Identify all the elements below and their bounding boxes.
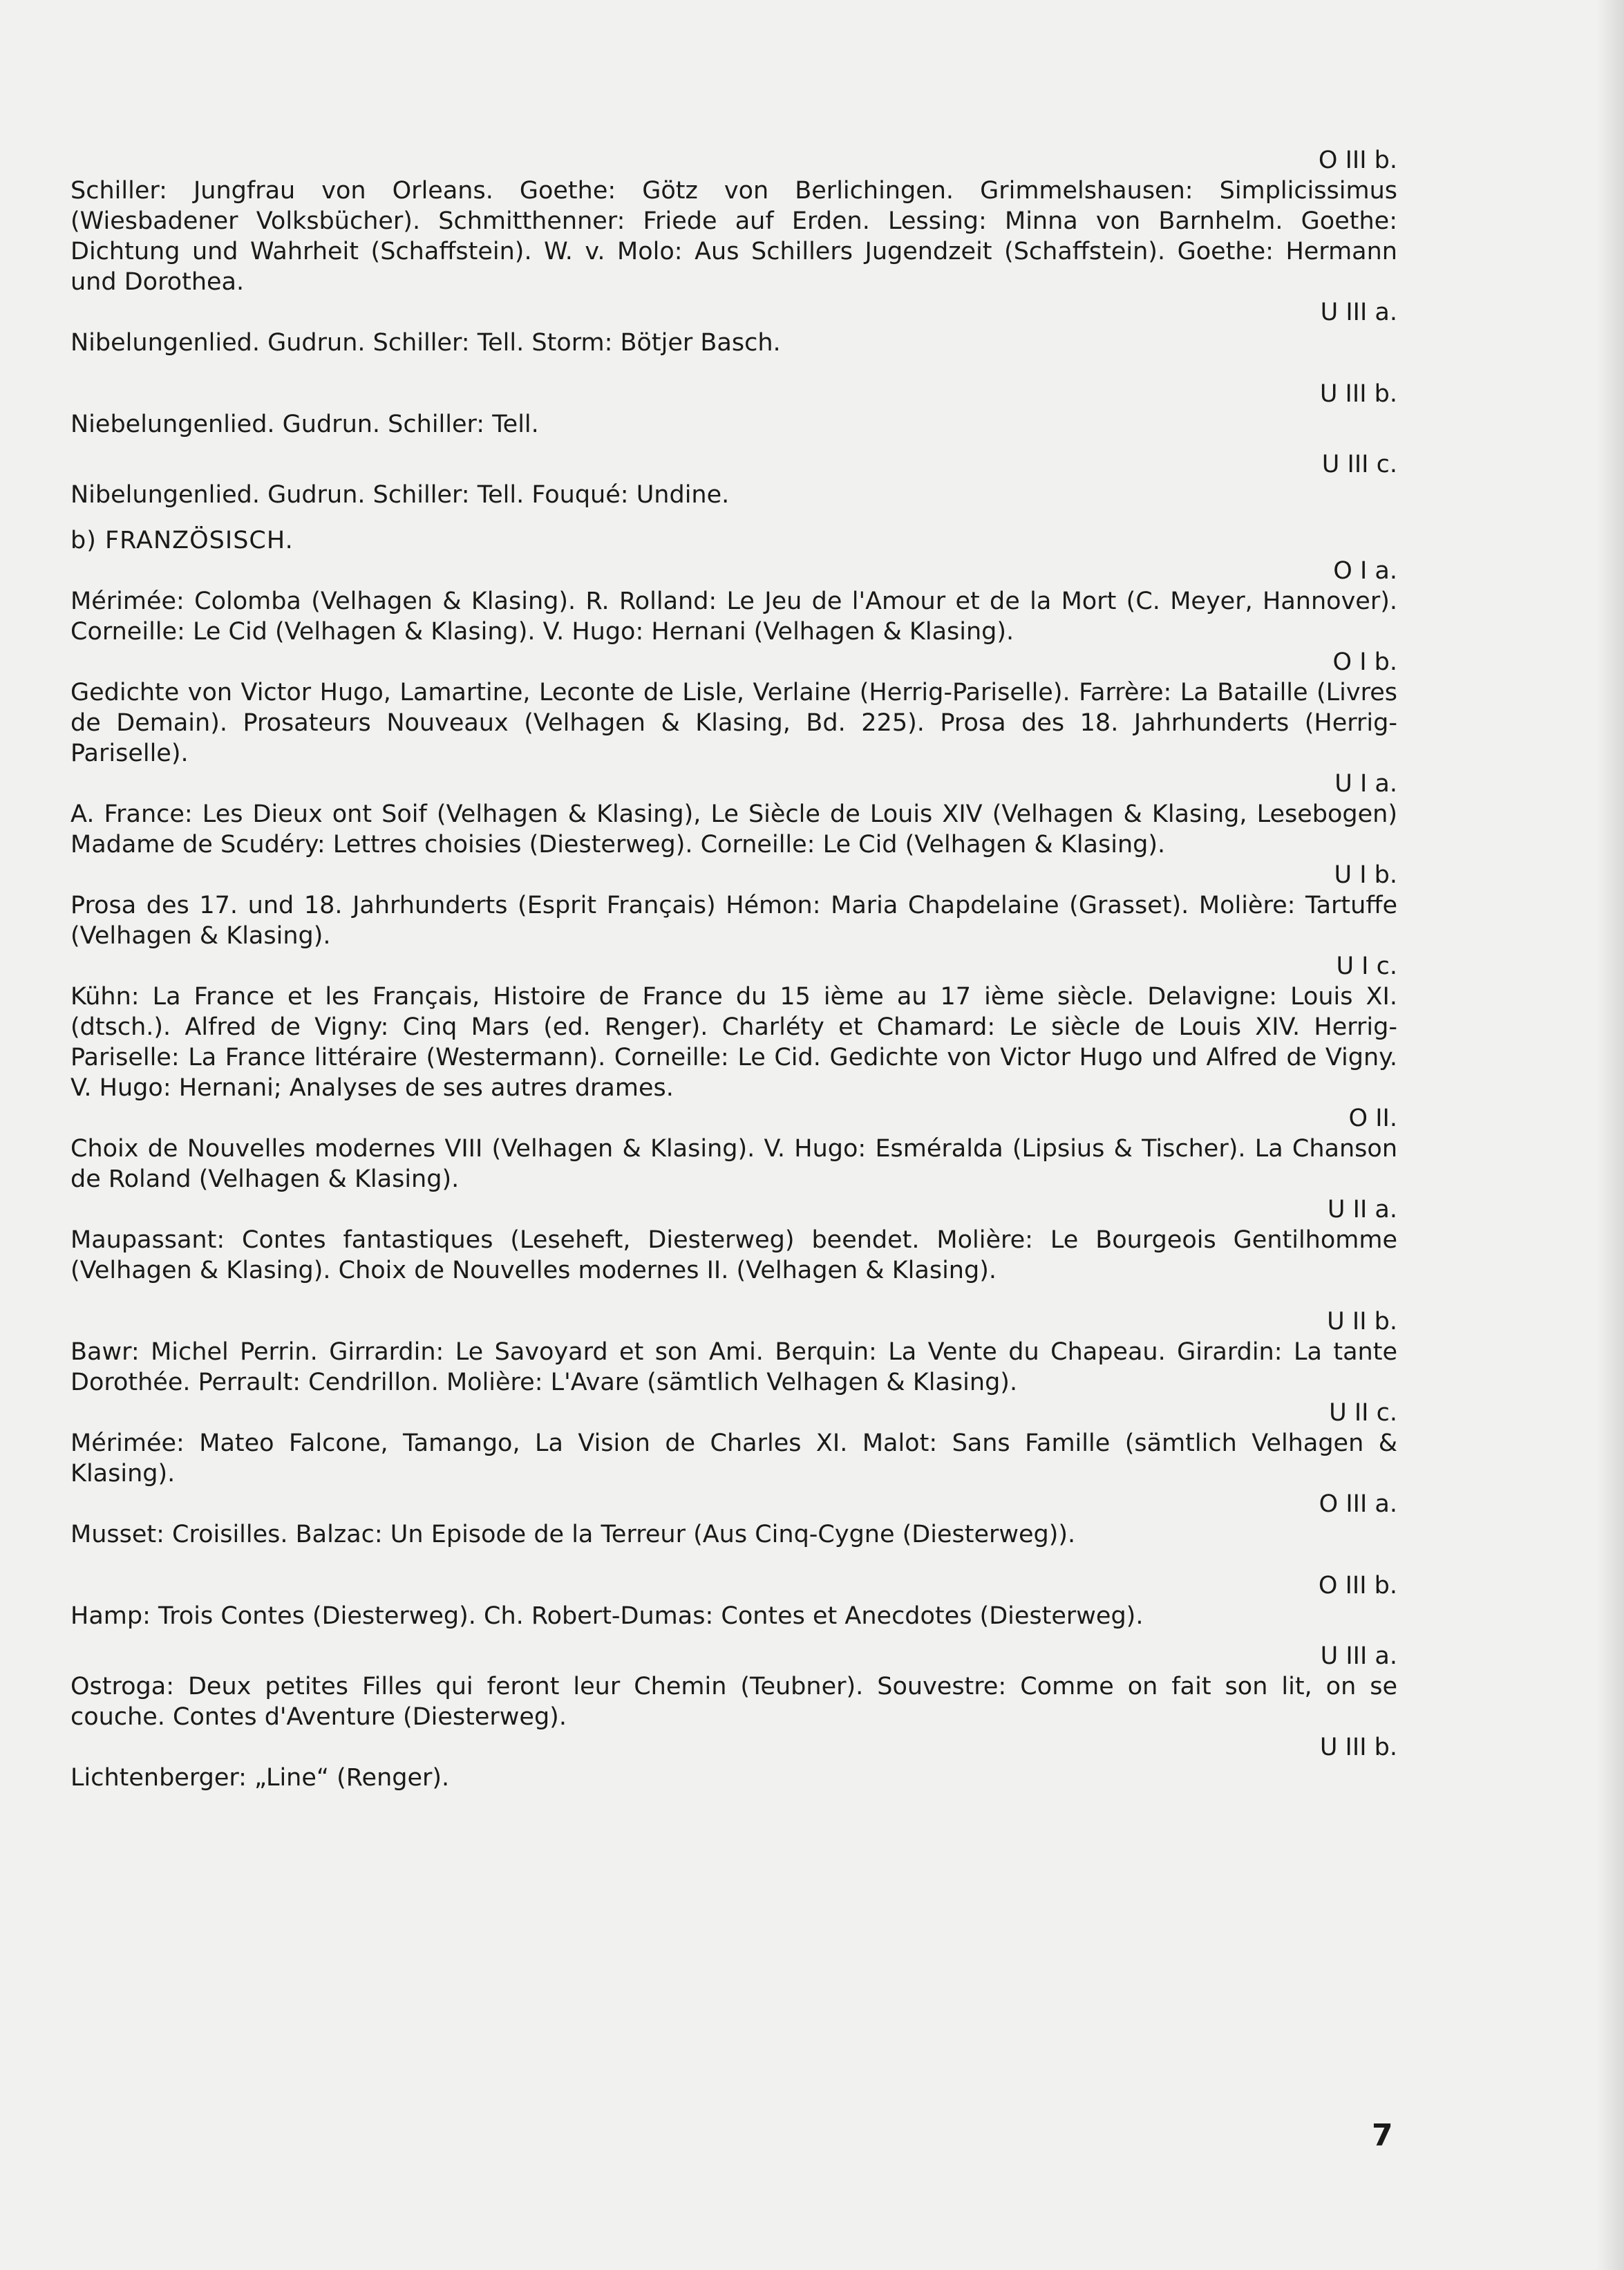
page-number: 7 [1372,2118,1393,2153]
reading-list-entry: Choix de Nouvelles modernes VIII (Velhagen & Klasing). V. Hugo: Esméralda (Lipsius & Tischer). La Chanson de Roland (Velhagen & Klasing). [70,1135,1397,1193]
class-label: U III c. [1321,451,1397,478]
reading-list-entry: Nibelungenlied. Gudrun. Schiller: Tell. Storm: Bötjer Basch. [70,329,781,357]
reading-list-entry: Mérimée: Colomba (Velhagen & Klasing). R. Rolland: Le Jeu de l'Amour et de la Mort (C. Meyer, Hannover). Corneille: Le Cid (Velhagen & Klasing). V. Hugo: Hernani (Velhagen & Klasing). [70,588,1397,646]
class-label: U III b. [1319,1734,1397,1761]
class-label: O I b. [1332,648,1397,676]
class-label: O II. [1348,1105,1397,1132]
page-content [70,145,1397,1793]
class-label: U III b. [1319,380,1397,408]
class-label: U I c. [1336,953,1397,980]
class-label: U II c. [1329,1399,1397,1427]
reading-list-entry: Niebelungenlied. Gudrun. Schiller: Tell. [70,411,539,438]
reading-list-entry: Nibelungenlied. Gudrun. Schiller: Tell. Fouqué: Undine. [70,481,730,509]
class-label: O III b. [1318,1572,1397,1600]
reading-list-entry: Lichtenberger: „Line“ (Renger). [70,1764,450,1792]
class-label: U I b. [1334,861,1397,889]
reading-list-entry: Prosa des 17. und 18. Jahrhunderts (Esprit Français) Hémon: Maria Chapdelaine (Grasset). Molière: Tartuffe (Velhagen & Klasing). [70,892,1397,950]
class-label: U III a. [1320,1642,1397,1670]
reading-list-entry: Maupassant: Contes fantastiques (Leseheft, Diesterweg) beendet. Molière: Le Bourgeois Gentilhomme (Velhagen & Klasing). Choix de Nouvelles modernes II. (Velhagen & Klasing). [70,1226,1397,1284]
reading-list-entry: Gedichte von Victor Hugo, Lamartine, Leconte de Lisle, Verlaine (Herrig-Pariselle). Farrère: La Bataille (Livres de Demain). Prosateurs Nouveaux (Velhagen & Klasing, Bd. 225). Prosa des 18. Jahrhunderts (Herrig-Pariselle). [70,679,1397,767]
class-label: O III a. [1319,1490,1397,1518]
reading-list-entry: Ostroga: Deux petites Filles qui feront leur Chemin (Teubner). Souvestre: Comme on fait son lit, on se couche. Contes d'Aventure (Diesterweg). [70,1673,1397,1731]
page-edge-shadow [1596,0,1624,2270]
reading-list-entry: Bawr: Michel Perrin. Girrardin: Le Savoyard et son Ami. Berquin: La Vente du Chapeau. Girardin: La tante Dorothée. Perrault: Cendrillon. Molière: L'Avare (sämtlich Velhagen & Klasing). [70,1338,1397,1396]
reading-list-entry: Schiller: Jungfrau von Orleans. Goethe: Götz von Berlichingen. Grimmelshausen: Simplicissimus (Wiesbadener Volksbücher). Schmitthenner: Friede auf Erden. Lessing: Minna von Barnhelm. Goethe: Dichtung und Wahrheit (Schaffstein). W. v. Molo: Aus Schillers Jugendzeit (Schaffstein). Goethe: Hermann und Dorothea. [70,177,1397,296]
reading-list-entry: Mérimée: Mateo Falcone, Tamango, La Vision de Charles XI. Malot: Sans Famille (sämtlich Velhagen & Klasing). [70,1429,1397,1488]
section-heading-french: b) FRANZÖSISCH. [70,527,294,554]
class-label: U III a. [1320,299,1397,326]
class-label: U I a. [1334,770,1397,798]
class-label: O I a. [1333,557,1397,585]
reading-list-entry: A. France: Les Dieux ont Soif (Velhagen & Klasing), Le Siècle de Louis XIV (Velhagen & Klasing, Lesebogen) Madame de Scudéry: Lettres choisies (Diesterweg). Corneille: Le Cid (Velhagen & Klasing). [70,800,1397,859]
reading-list-entry: Kühn: La France et les Français, Histoire de France du 15 ième au 17 ième siècle. Delavigne: Louis XI. (dtsch.). Alfred de Vigny: Cinq Mars (ed. Renger). Charléty et Chamard: Le siècle de Louis XIV. Herrig-Pariselle: La France littéraire (Westermann). Corneille: Le Cid. Gedichte von Victor Hugo und Alfred de Vigny. V. Hugo: Hernani; Analyses de ses autres drames. [70,983,1397,1102]
class-label: O III b. [1318,147,1397,174]
class-label: U II a. [1327,1196,1397,1223]
reading-list-entry: Musset: Croisilles. Balzac: Un Episode de la Terreur (Aus Cinq-Cygne (Diesterweg)). [70,1521,1076,1548]
class-label: U II b. [1327,1308,1397,1335]
reading-list-entry: Hamp: Trois Contes (Diesterweg). Ch. Robert-Dumas: Contes et Anecdotes (Diesterweg). [70,1602,1144,1630]
